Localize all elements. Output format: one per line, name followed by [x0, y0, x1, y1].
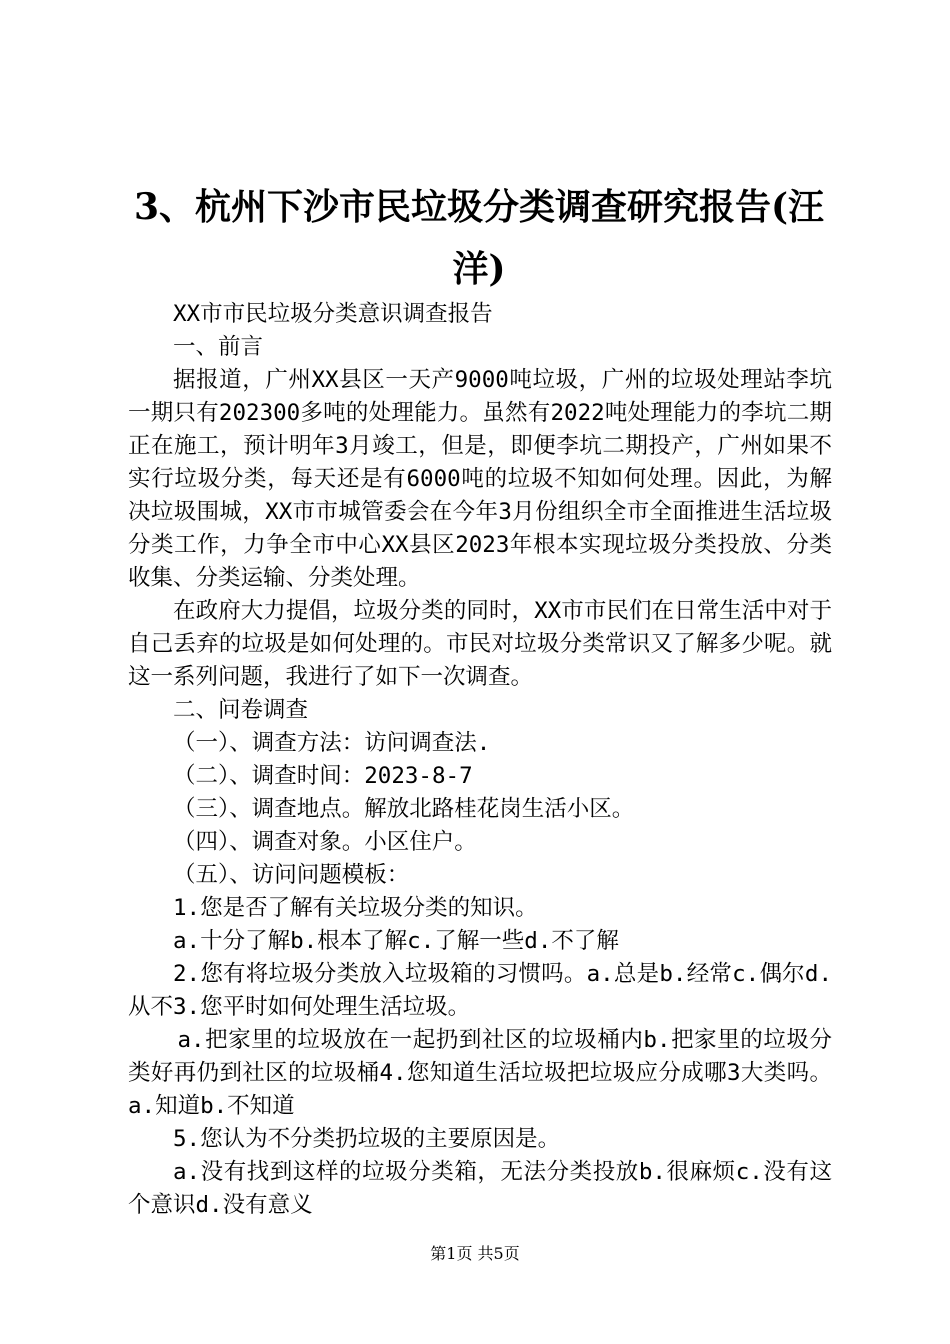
document-body: [128, 298, 832, 1222]
survey-subjects: （四）、调查对象。小区住户。: [173, 829, 477, 855]
page-number-footer: 第1页 共5页: [430, 1244, 520, 1263]
question-5: 5.您认为不分类扔垃圾的主要原因是。: [173, 1126, 561, 1152]
question-3-4-options: a.把家里的垃圾放在一起扔到社区的垃圾桶内b.把家里的垃圾分类好再仍到社区的垃圾桶4.您知道生活垃圾把垃圾应分成哪3大类吗。a.知道b.不知道: [128, 1027, 832, 1119]
document-title: 3、杭州下沙市民垃圾分类调查研究报告(汪洋): [133, 186, 825, 290]
section-heading-questionnaire: 二、问卷调查: [173, 697, 309, 723]
question-5-options: a.没有找到这样的垃圾分类箱，无法分类投放b.很麻烦c.没有这个意识d.没有意义: [128, 1159, 832, 1218]
survey-date: （二）、调查时间：2023-8-7: [173, 763, 473, 789]
survey-method: （一）、调查方法：访问调查法.: [173, 730, 491, 756]
report-subtitle: XX市市民垃圾分类意识调查报告: [173, 301, 493, 327]
survey-location: （三）、调查地点。解放北路桂花岗生活小区。: [173, 796, 635, 822]
question-1: 1.您是否了解有关垃圾分类的知识。: [173, 895, 538, 921]
question-1-options: a.十分了解b.根本了解c.了解一些d.不了解: [173, 928, 619, 954]
section-heading-preface: 一、前言: [173, 334, 264, 360]
question-2-3: 2.您有将垃圾分类放入垃圾箱的习惯吗。a.总是b.经常c.偶尔d.从不3.您平时如何处理生活垃圾。: [128, 961, 832, 1020]
survey-template-heading: （五）、访问问题模板：: [173, 862, 410, 888]
paragraph-purpose: 在政府大力提倡，垃圾分类的同时，XX市市民们在日常生活中对于自己丢弃的垃圾是如何处理的。市民对垃圾分类常识又了解多少呢。就这一系列问题，我进行了如下一次调查。: [128, 598, 832, 690]
paragraph-background: 据报道，广州XX县区一天产9000吨垃圾，广州的垃圾处理站李坑一期只有202300多吨的处理能力。虽然有2022吨处理能力的李坑二期正在施工，预计明年3月竣工，但是，即便李坑二期投产，广州如果不实行垃圾分类，每天还是有6000吨的垃圾不知如何处理。因此，为解决垃圾围城，XX市市城管委会在今年3月份组织全市全面推进生活垃圾分类工作，力争全市中心XX县区2023年根本实现垃圾分类投放、分类收集、分类运输、分类处理。: [128, 367, 832, 591]
